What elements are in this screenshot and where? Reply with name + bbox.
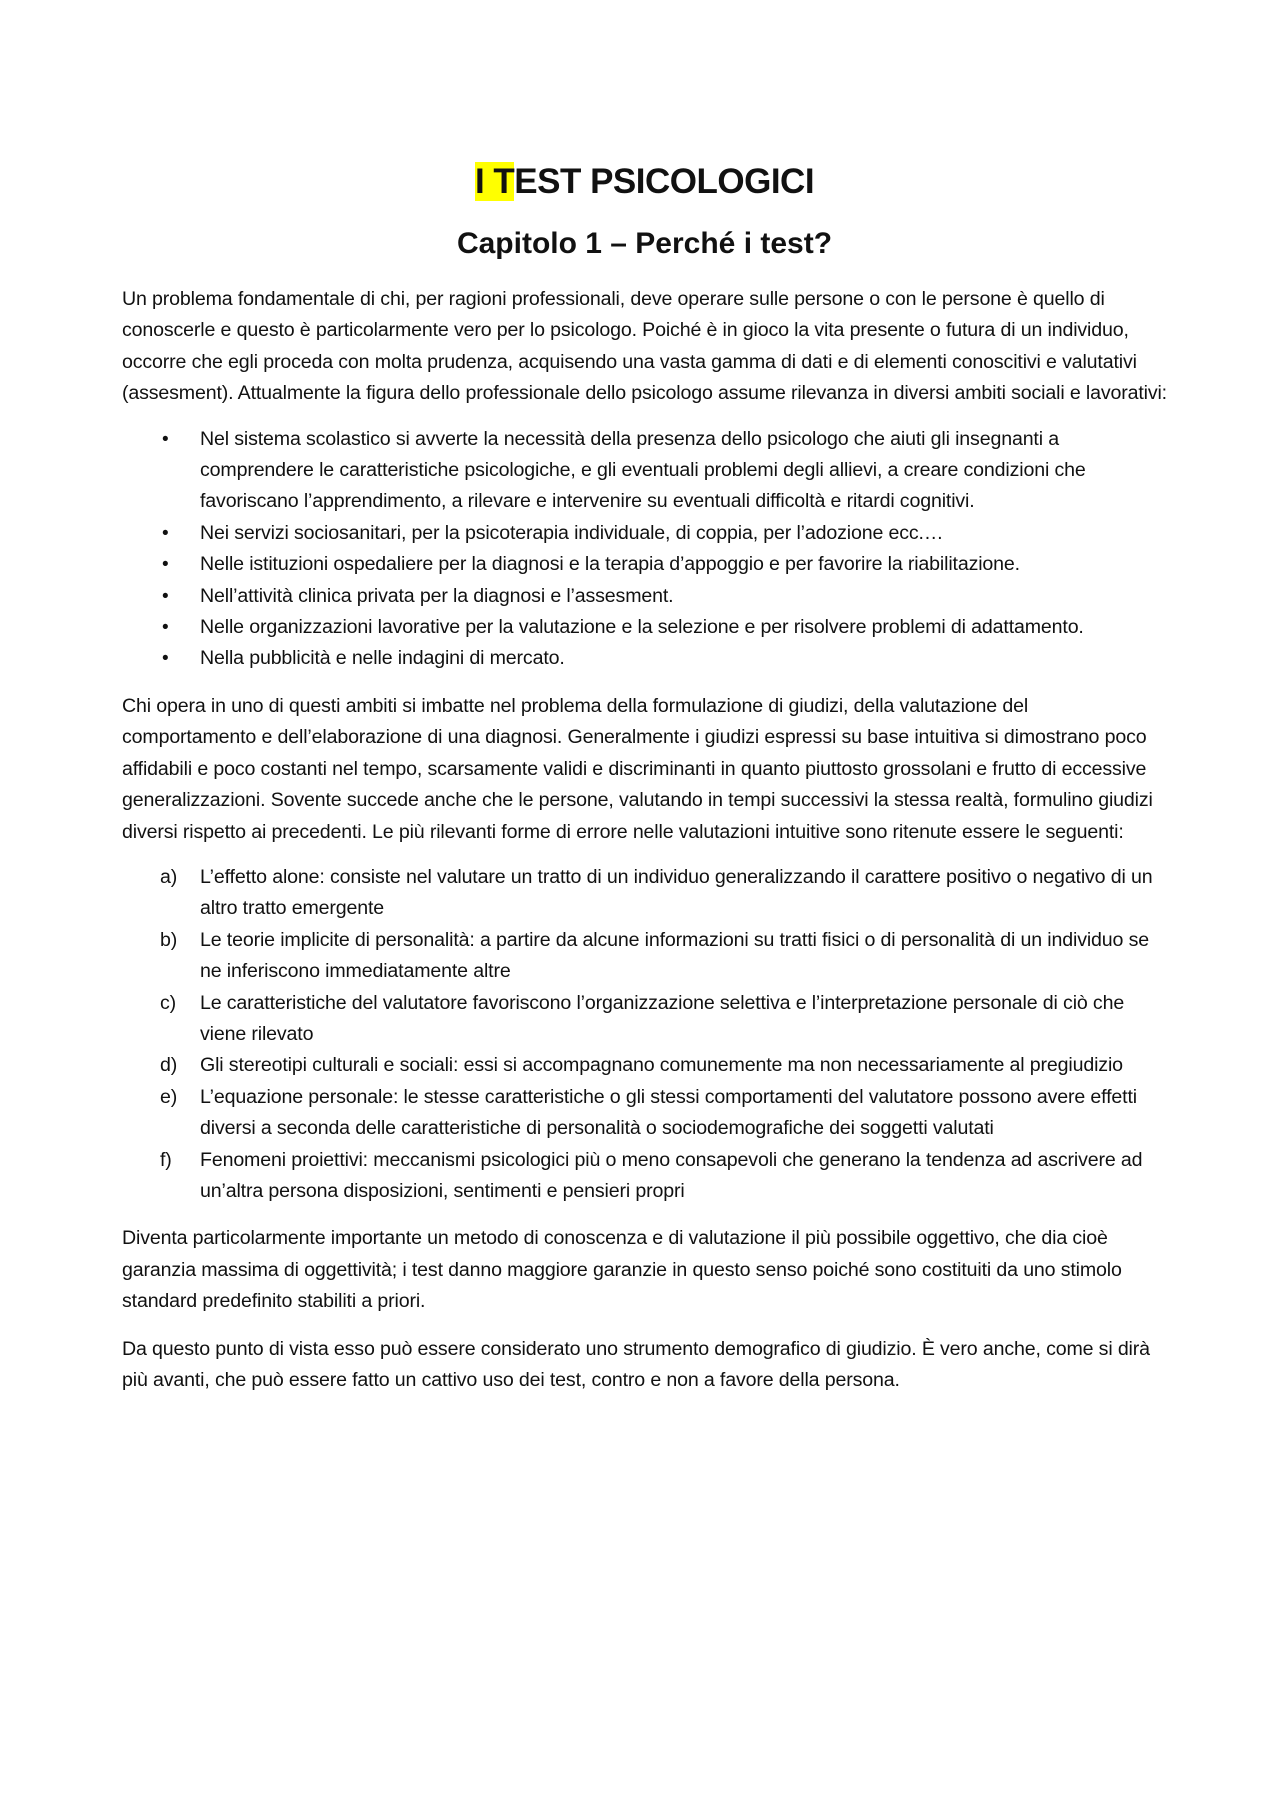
list-item [122,1145,1167,1208]
list-item [122,1082,1167,1145]
list-item-text: L’equazione personale: le stesse caratteristiche o gli stessi comportamenti del valutatore possono avere effetti diversi a seconda delle caratteristiche di personalità o sociodemografiche dei soggetti valutati [200,1085,1137,1140]
objectivity-paragraph: Diventa particolarmente importante un metodo di conoscenza e di valutazione il più possibile oggettivo, che dia cioè garanzia massima di oggettività; i test danno maggiore garanzie in questo senso poiché sono costituiti da uno stimolo standard predefinito stabiliti a priori. [122,1227,1122,1313]
list-item [122,1050,1167,1081]
list-item [122,581,1167,612]
list-marker: f) [160,1148,172,1171]
context-bullet-list [122,424,1167,675]
list-item [122,862,1167,925]
list-marker: c) [160,991,177,1014]
bullet-icon: • [162,554,169,576]
list-marker: d) [160,1054,178,1077]
list-item [122,612,1167,643]
bullet-icon: • [162,617,169,639]
list-item-text: Nelle organizzazioni lavorative per la valutazione e la selezione e per risolvere problemi di adattamento. [200,616,1084,639]
list-item [122,518,1167,549]
intro-paragraph: Un problema fondamentale di chi, per ragioni professionali, deve operare sulle persone o con le persone è quello di conoscerle e questo è particolarmente vero per lo psicologo. Poiché è in gioco la vita presente o futura di un individuo, occorre che egli proceda con molta prudenza, acquisendo una vasta gamma di dati e di elementi conoscitivi e valutativi (assesment). Attualmente la figura dello professionale dello psicologo assume rilevanza in diversi ambiti sociali e lavorativi: [122,288,1167,405]
judgment-paragraph: Chi opera in uno di questi ambiti si imbatte nel problema della formulazione di giudizi, della valutazione del comportamento e dell’elaborazione di una diagnosi. Generalmente i giudizi espressi su base intuitiva si dimostrano poco affidabili e poco costanti nel tempo, scarsamente validi e discriminanti in quanto piuttosto grossolani e frutto di eccessive generalizzazioni. Sovente succede anche che le persone, valutando in tempi successivi la stessa realtà, formulino giudizi diversi rispetto ai precedenti. Le più rilevanti forme di errore nelle valutazioni intuitive sono ritenute essere le seguenti: [122,694,1153,843]
title-highlighted-text: I T [474,162,515,201]
list-item-text: Nei servizi sociosanitari, per la psicoterapia individuale, di coppia, per l’adozione ecc.… [200,521,944,544]
list-marker: e) [160,1085,178,1108]
list-item-text: Nella pubblicità e nelle indagini di mercato. [200,647,565,670]
list-item-text: Fenomeni proiettivi: meccanismi psicologici più o meno consapevoli che generano la tendenza ad ascrivere ad un’altra persona disposizioni, sentimenti e pensieri propri [200,1148,1143,1202]
document-title [122,150,1167,214]
list-item-text: Nell’attività clinica privata per la diagnosi e l’assesment. [200,584,674,607]
list-item-text: Nelle istituzioni ospedaliere per la diagnosi e la terapia d’appoggio e per favorire la riabilitazione. [200,553,1020,576]
final-paragraph: Da questo punto di vista esso può essere considerato uno strumento demografico di giudizio. È vero anche, come si dirà più avanti, che può essere fatto un cattivo uso dei test, contro e non a favore della persona. [122,1337,1150,1391]
list-item-text: Gli stereotipi culturali e sociali: essi si accompagnano comunemente ma non necessariamente al pregiudizio [200,1054,1123,1077]
list-item [122,988,1167,1051]
list-item-text: Nel sistema scolastico si avverte la necessità della presenza dello psicologo che aiuti gli insegnanti a comprendere le caratteristiche psicologiche, e gli eventuali problemi degli allievi, a creare condizioni che favoriscano l’apprendimento, a rilevare e intervenire su eventuali difficoltà e ritardi cognitivi. [200,427,1086,513]
error-forms-list [122,862,1167,1207]
document-body [122,150,1167,1396]
bullet-icon: • [162,648,169,670]
bullet-icon: • [162,428,169,450]
list-item [122,549,1167,580]
list-marker: b) [160,928,178,951]
chapter-title: Capitolo 1 – Perché i test? [456,227,833,260]
list-marker: a) [160,865,178,888]
list-item-text: L’effetto alone: consiste nel valutare un tratto di un individuo generalizzando il carattere positivo o negativo di un altro tratto emergente [200,865,1153,920]
list-item [122,643,1167,674]
bullet-icon: • [162,585,169,607]
list-item [122,925,1167,988]
list-item-text: Le caratteristiche del valutatore favoriscono l’organizzazione selettiva e l’interpretazione personale di ciò che viene rilevato [200,991,1125,1045]
list-item-text: Le teorie implicite di personalità: a partire da alcune informazioni su tratti fisici o di personalità di un individuo se ne inferiscono immediatamente altre [200,928,1149,983]
title-rest-text: EST PSICOLOGICI [514,162,815,201]
bullet-icon: • [162,522,169,544]
list-item [122,424,1167,518]
